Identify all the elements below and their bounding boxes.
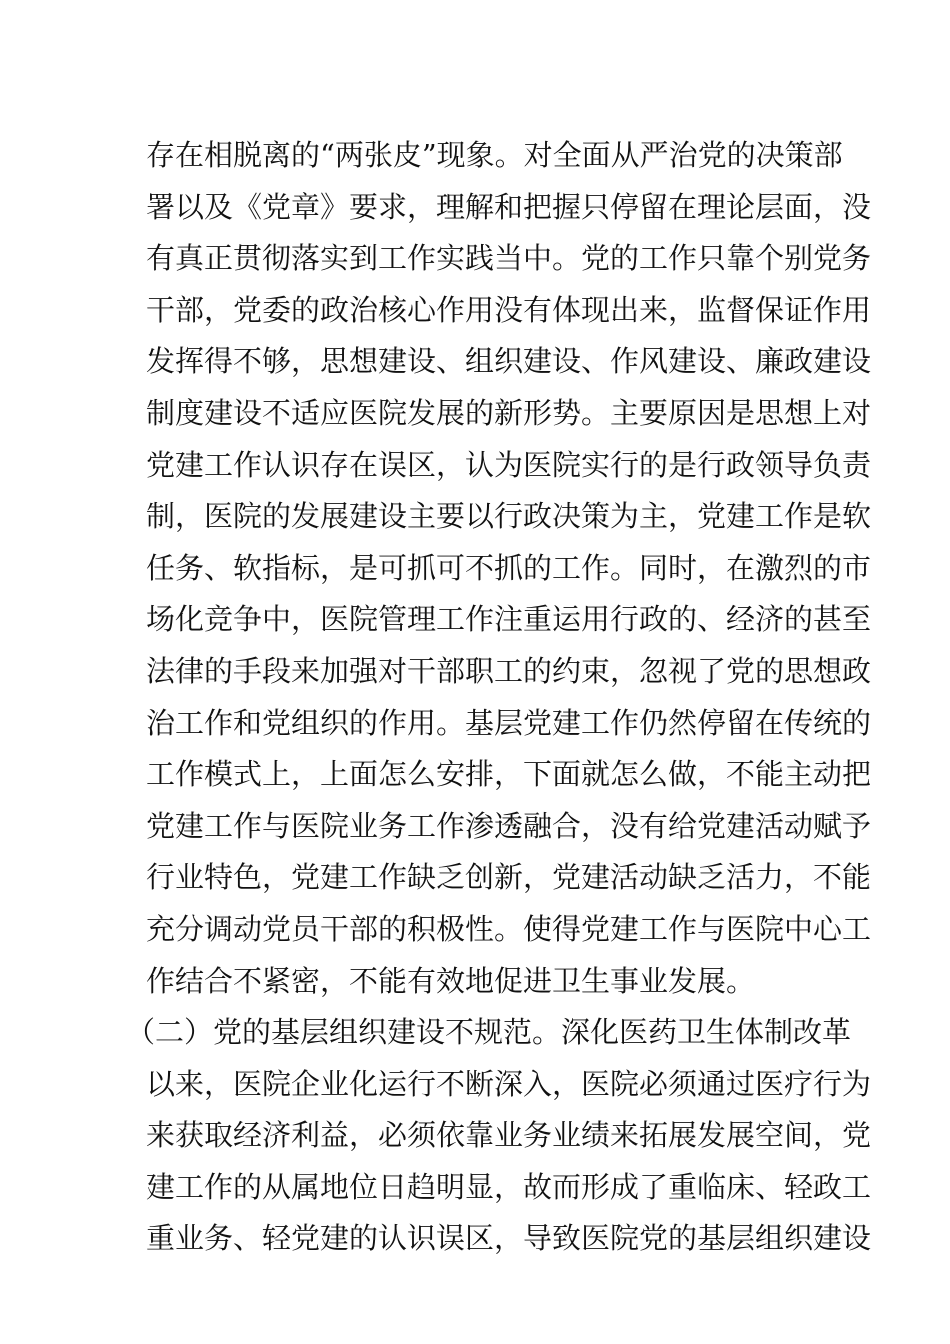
text-line: 党建工作与医院业务工作渗透融合，没有给党建活动赋予 xyxy=(146,808,872,843)
text-line: 治工作和党组织的作用。基层党建工作仍然停留在传统的 xyxy=(146,705,872,740)
text-line: 法律的手段来加强对干部职工的约束，忽视了党的思想政 xyxy=(146,653,872,688)
text-line: 署以及《党章》要求，理解和把握只停留在理论层面，没 xyxy=(146,189,872,224)
text-line: 建工作的从属地位日趋明显，故而形成了重临床、轻政工 xyxy=(146,1169,872,1204)
paragraph-end-line: 作结合不紧密，不能有效地促进卫生事业发展。 xyxy=(146,963,756,998)
text-line: 发挥得不够，思想建设、组织建设、作风建设、廉政建设 xyxy=(146,344,872,379)
text-line: 以来，医院企业化运行不断深入，医院必须通过医疗行为 xyxy=(146,1066,872,1101)
text-line: 行业特色，党建工作缺乏创新，党建活动缺乏活力，不能 xyxy=(146,860,872,895)
text-line: 干部，党委的政治核心作用没有体现出来，监督保证作用 xyxy=(146,292,872,327)
text-line: 充分调动党员干部的积极性。使得党建工作与医院中心工 xyxy=(146,911,872,946)
text-line: 来获取经济利益，必须依靠业务业绩来拓展发展空间，党 xyxy=(146,1118,872,1153)
text-line: 场化竞争中，医院管理工作注重运用行政的、经济的甚至 xyxy=(146,602,872,637)
text-line: 制，医院的发展建设主要以行政决策为主，党建工作是软 xyxy=(146,499,872,534)
text-line: 工作模式上，上面怎么安排，下面就怎么做，不能主动把 xyxy=(146,757,872,792)
text-line: 任务、软指标，是可抓可不抓的工作。同时，在激烈的市 xyxy=(146,550,872,585)
text-line: 重业务、轻党建的认识误区，导致医院党的基层组织建设 xyxy=(146,1221,872,1256)
body-text xyxy=(126,130,872,1265)
text-line: 制度建设不适应医院发展的新形势。主要原因是思想上对 xyxy=(146,395,872,430)
text-line: 党建工作认识存在误区，认为医院实行的是行政领导负责 xyxy=(146,447,872,482)
text-line: 有真正贯彻落实到工作实践当中。党的工作只靠个别党务 xyxy=(146,241,872,276)
section-heading-line: （二）党的基层组织建设不规范。深化医药卫生体制改革 xyxy=(126,1015,852,1050)
text-line: 存在相脱离的“两张皮”现象。对全面从严治党的决策部 xyxy=(146,138,843,172)
